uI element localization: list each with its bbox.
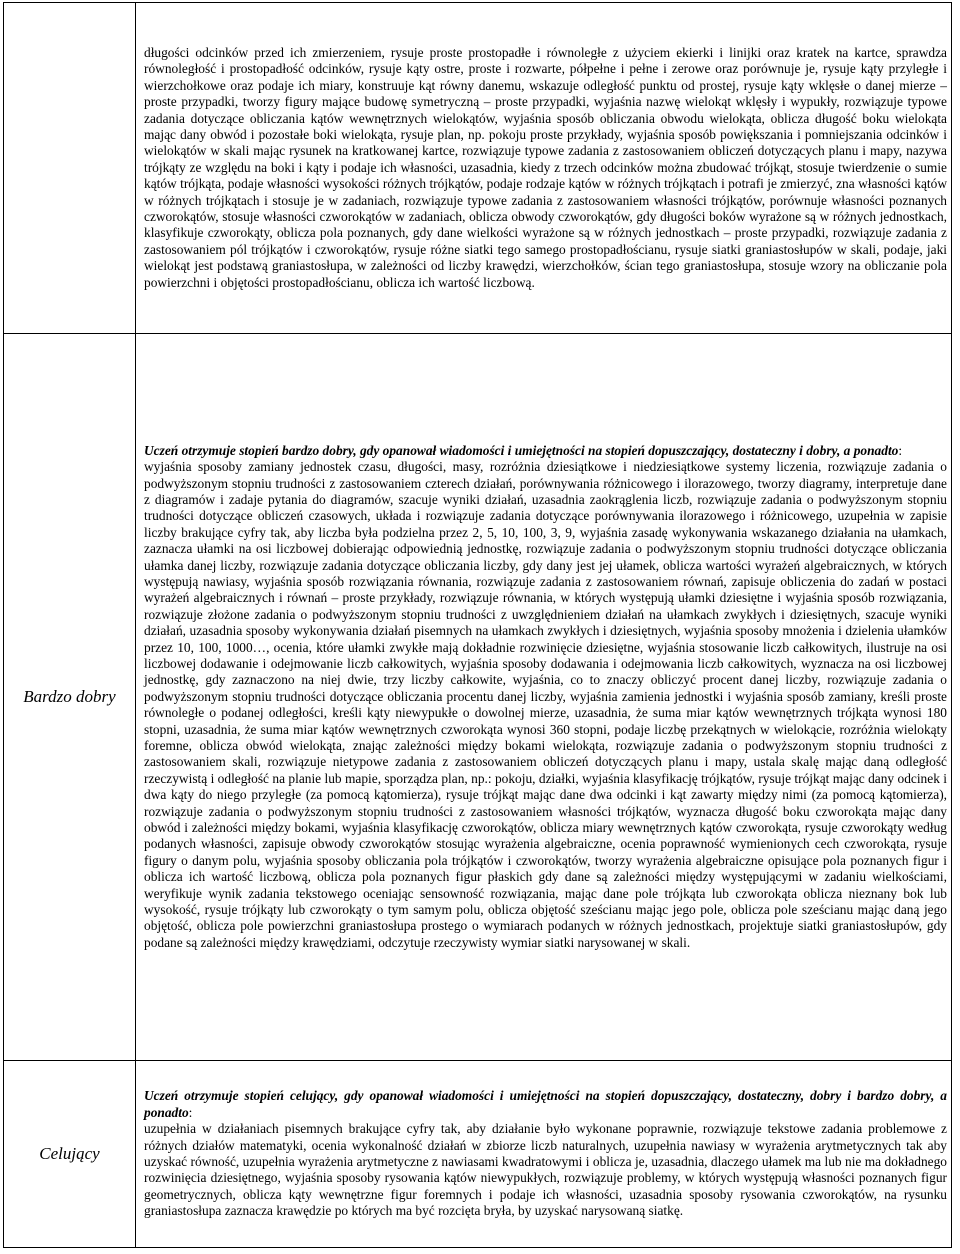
grade-label-cell [4,3,136,334]
criteria-text: długości odcinków przed ich zmierzeniem, rysuje proste prostopadłe i równoległe z użyciem ekierki i linijki oraz kratek na kartce, sprawdza równoległość i prostopadłość odcinków, rysuje kąty ostre, proste i rozwarte, półpełne i pełne i zerowe oraz porównuje je, rysuje kąty przyległe i wierzchołkowe oraz podaje ich miary, konstruuje kąt równy danemu, wskazuje odległość punktu od prostej, rysuje kąty wklęsłe o danej mierze – proste przypadki, tworzy figury mające budowę symetryczną – proste przypadki, wyjaśnia nazwę wielokąt wklęsły i wypukły, rozwiązuje typowe zadania dotyczące obliczania kątów wewnętrznych wielokątów, wyjaśnia sposób obliczania obwodu wielokąta, oblicza długość boku wielokąta mając dany obwód i pozostałe boki wielokąta, rysuje plan, np. pokoju proste przykłady, wyjaśnia sposób powiększania i pomniejszania odcinków i wielokątów w skali mając rysunek na kratkowanej kartce, rozwiązuje typowe zadania z zastosowaniem obliczeń dotyczących planu i mapy, nazywa trójkąty ze względu na boki i kąty i podaje ich własności, uzasadnia, kiedy z trzech odcinków można zbudować trójkąt, stosuje twierdzenie o sumie kątów trójkąta, podaje własności wysokości różnych trójkątów, podaje rodzaje kątów w różnych trójkątach i potrafi je zmierzyć, zna własności kątów w różnych trójkątach i stosuje je w zadaniach, rozwiązuje typowe zadania z zastosowaniem własności trójkątów, porównuje własności poznanych czworokątów, stosuje własności czworokątów w zadaniach, oblicza obwody czworokątów, gdy długości boków wyrażone są w różnych jednostkach, klasyfikuje czworokąty, oblicza pola poznanych, gdy dane wielkości wyrażone są w różnych jednostkach – proste przypadki, rozwiązuje zadania z zastosowaniem pól trójkątów i czworokątów, rysuje różne siatki tego samego prostopadłościanu, rysuje siatki graniastosłupów w skali, podaje, jaki wielokąt jest podstawą graniastosłupa, w zależności od liczby krawędzi, wierzchołków, ścian tego graniastosłupa, stosuje wzory na obliczanie pola powierzchni i objętości prostopadłościanu, oblicza ich wartość liczbową. [144,44,947,290]
grade-label-cell [4,334,136,1061]
criteria-intro-text: Uczeń otrzymuje stopień celujący, gdy opanował wiadomości i umiejętności na stopień dopuszczający, dostateczny, dobry i bardzo dobry, a ponadto [144,1088,947,1120]
criteria-text: uzupełnia w działaniach pisemnych brakujące cyfry tak, aby działanie było wykonane poprawnie, rozwiązuje tekstowe zadania problemowe z różnych działów matematyki, ocenia wykonalność działań w zbiorze liczb naturalnych, uzupełnia nawiasy w wyrażenia arytmetycznych tak aby uzyskać równość, uzupełnia wyrażenia arytmetyczne z nawiasami kwadratowymi i oblicza je, uzasadnia, dlaczego ułamek ma lub nie ma dokładnego rozwinięcia dziesiętnego, wyjaśnia sposoby rysowania kątów niewypukłych, rozwiązuje problemy, w których występują własności poznanych figur geometrycznych, oblicza kąty wewnętrzne figur foremnych i podaje ich własności, uzasadnia sposoby rysowania czworokątów, na rysunku graniastosłupa zaznacza krawędzie po których ma być rozcięta bryła, by uzyskać narysowaną siatkę. [144,1121,947,1219]
criteria-intro [144,443,947,459]
criteria-text: wyjaśnia sposoby zamiany jednostek czasu, długości, masy, rozróżnia dziesiątkowe i niedziesiątkowe systemy liczenia, rozwiązuje zadania o podwyższonym stopniu trudności z zastosowaniem czterech działań, porównywania różnicowego i ilorazowego, tworzy diagramy, interpretuje dane z diagramów i zadaje pytania do diagramów, szacuje wyniki działań, uzasadnia zaokrąglenia liczb, rozwiązuje zadania o podwyższonym stopniu trudności dotyczące obliczeń czasowych, układa i rozwiązuje zadania dotyczące porównywania ilorazowego i różnicowego, uzupełnia w zapisie liczby brakujące cyfry tak, aby liczba była podzielna przez 2, 5, 10, 100, 3, 9, wyjaśnia zasadę wykonywania wskazanego działania na ułamkach, zaznacza ułamki na osi liczbowej dobierając odpowiednią jednostkę, rozwiązuje zadania o podwyższonym stopniu trudności dotyczące obliczania ułamka danej liczby, rozwiązuje zadania dotyczące obliczania liczby, gdy dany jest jej ułamek, oblicza wartości wyrażeń algebraicznych, w których występują nawiasy, wyjaśnia sposób rozwiązania równania, rozwiązuje zadania z zastosowaniem równań, zapisuje obliczenia do zadań w postaci wyrażeń algebraicznych i równań – proste przykłady, rozwiązuje równania, w których występują ułamki dziesiętne i wyjaśnia sposób rozwiązania, rozwiązuje złożone zadania o podwyższonym stopniu trudności z uwzględnieniem działań na ułamkach zwykłych i dziesiętnych, szacuje wyniki działań, uzasadnia sposoby wykonywania działań pisemnych na ułamkach zwykłych i dziesiętnych, wyjaśnia sposoby mnożenia i dzielenia ułamków przez 10, 100, 1000…, ocenia, które ułamki zwykłe mają dokładnie rozwinięcie dziesiętne, wyjaśnia stosowanie liczb całkowitych, ilustruje na osi liczbowej dodawanie i odejmowanie liczb całkowitych, wyjaśnia sposoby dodawania i odejmowania liczb całkowitych, wyznacza na osi liczbowej jednostkę, gdy zaznaczono na niej dwie, trzy liczby całkowite, wyjaśnia, co to znaczy obliczyć procent danej liczby, rozwiązuje zadania o podwyższonym stopniu trudności dotyczące obliczania procentu danej liczby, wyjaśnia zamienia jednostki i wyjaśnia sposób zamiany, kreśli proste równoległe o podanej odległości, kreśli kąty niewypukłe o dowolnej mierze, uzasadnia, że suma miar kątów wewnętrznych trójkąta wynosi 180 stopni, uzasadnia, że suma miar kątów wewnętrznych czworokąta wynosi 360 stopni, podaje liczbę przekątnych w wielokącie, rozróżnia wielokąty foremne, oblicza obwód wielokąta, znając zależności między bokami wielokąta, rozwiązuje zadania o podwyższonym stopniu trudności z zastosowaniem skali, rozwiązuje nietypowe zadania z zastosowaniem obliczeń dotyczących planu i mapy, ustala skalę mając daną odległość rzeczywistą i odległość na planie lub mapie, sporządza plan, np.: pokoju, działki, wyjaśnia klasyfikację trójkątów, rysuje trójkąt mając dany odcinek i dwa kąty do niego przyległe (za pomocą kątomierza), rysuje trójkąt mając dane dwa odcinki i kąt zawarty między nimi (za pomocą kątomierza), rozwiązuje zadania o podwyższonym stopniu trudności z zastosowaniem własności trójkątów, wyznacza długość boku czworokąta mając dany obwód i zależności między bokami, wyjaśnia klasyfikację czworokątów, oblicza miary wewnętrznych kątów czworokąta, rysuje czworokąty według podanych własności, zapisuje obwody czworokątów stosując wyrażenia algebraiczne, ocenia poprawność wymienionych cech czworokąta, rysuje figury o danym polu, wyjaśnia sposoby obliczania pola trójkątów i czworokątów, tworzy wyrażenia algebraiczne opisujące pola poznanych figur i oblicza ich wartość liczbową, oblicza pola poznanych figur płaskich gdy dane są zależności między występującymi w zadaniu wielkościami, weryfikuje wynik zadania tekstowego oceniając sensowność rozwiązania, mając dane pole trójkąta lub czworokąta oblicza nieznany bok lub wysokość, rysuje trójkąty lub czworokąty o tym samym polu, oblicza objętość sześcianu mając jego pole, oblicza pole sześcianu mając daną jego objętość, oblicza pole powierzchni graniastosłupa prostego o wymiarach podanych w różnych jednostkach, projektuje siatki graniastosłupów, gdy podane są zależności między krawędziami, odczytuje rzeczywisty wymiar siatki narysowanej w skali. [144,459,947,950]
criteria-cell [136,334,952,1061]
grade-label-cell [4,1061,136,1248]
grade-label: Celujący [39,1144,100,1163]
criteria-intro [144,1088,947,1121]
criteria-intro-colon: : [188,1104,193,1120]
criteria-cell [136,3,952,334]
criteria-intro-text: Uczeń otrzymuje stopień bardzo dobry, gdy opanował wiadomości i umiejętności na stopień dopuszczający, dostateczny i dobry, a ponadto [144,442,899,458]
grade-criteria-table [3,2,952,1248]
criteria-row-bardzo-dobry [4,334,952,1061]
grade-label: Bardzo dobry [23,687,116,706]
criteria-row-continuation [4,3,952,334]
criteria-intro-colon: : [898,442,903,458]
criteria-cell [136,1061,952,1248]
criteria-row-celujacy [4,1061,952,1248]
